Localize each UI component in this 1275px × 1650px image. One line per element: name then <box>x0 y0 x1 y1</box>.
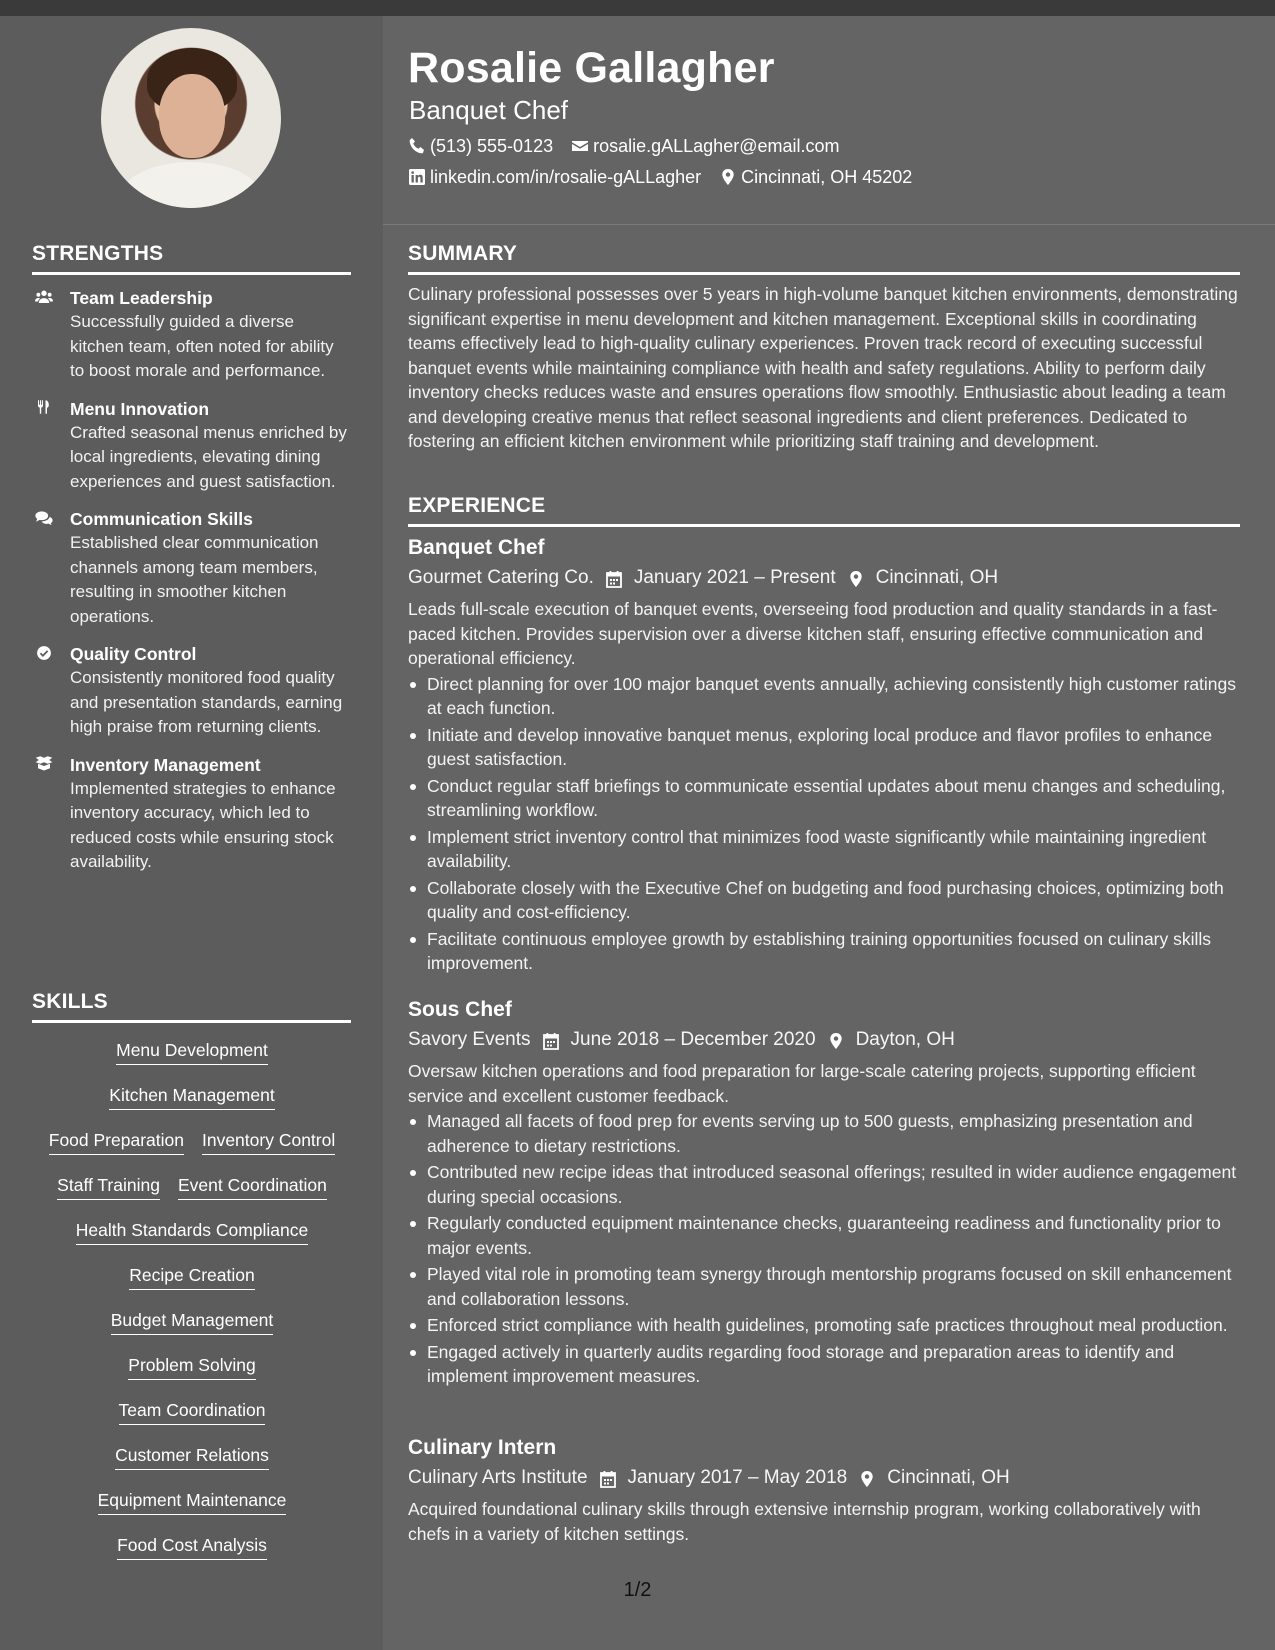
linkedin-text: linkedin.com/in/rosalie-gALLagher <box>430 167 702 187</box>
skills-heading: SKILLS <box>32 990 351 1023</box>
candidate-role: Banquet Chef <box>409 95 569 125</box>
job-bullets <box>408 1109 1240 1389</box>
job-entry <box>408 1433 1240 1546</box>
strength-title: Communication Skills <box>70 509 253 529</box>
strengths-heading: STRENGTHS <box>32 242 351 275</box>
job-entry <box>408 995 1240 1391</box>
strength-desc: Implemented strategies to enhance inventory accuracy, which led to reduced costs while ensuring stock availability. <box>70 778 336 871</box>
skill-tag: Food Preparation <box>49 1128 184 1155</box>
skill-tag: Menu Development <box>116 1038 268 1065</box>
job-dates: January 2017 – May 2018 <box>627 1467 848 1488</box>
bullet-item: Initiate and develop innovative banquet menus, exploring local produce and flavor profiles to enhance guest satisfaction. <box>408 723 1240 772</box>
skill-tag: Customer Relations <box>115 1443 269 1470</box>
skill-tag: Staff Training <box>57 1173 160 1200</box>
strength-item <box>32 642 352 740</box>
sidebar <box>0 16 383 1650</box>
summary-text: Culinary professional possesses over 5 years in high-volume banquet kitchen environments, demonstrating significant expertise in menu development and kitchen management. Exceptional skills in coordinating teams effectively lead to high-quality culinary experiences. Proven track record of executing successful banquet events while maintaining compliance with health and safety regulations. Ability to perform daily inventory checks reduces waste and ensures operations flow smoothly. Enthusiastic about leading a team and developing creative menus that reflect seasonal ingredients and client preferences. Dedicated to fostering an efficient kitchen environment while prioritizing staff training and development. <box>408 284 1238 451</box>
header-divider <box>383 224 1275 225</box>
bullet-item: Collaborate closely with the Executive Chef on budgeting and food purchasing choices, optimizing both quality and cost-efficiency. <box>408 876 1240 925</box>
job-location: Dayton, OH <box>855 1029 955 1050</box>
utensils-icon <box>32 398 56 418</box>
experience-heading: EXPERIENCE <box>408 494 1240 527</box>
check-circle-icon <box>32 643 56 663</box>
strength-item <box>32 286 352 384</box>
skill-tag: Equipment Maintenance <box>98 1488 287 1515</box>
calendar-icon <box>598 1463 618 1493</box>
email-item[interactable] <box>571 134 839 158</box>
job-entry <box>408 533 1240 978</box>
map-marker-icon <box>846 563 866 593</box>
calendar-icon <box>604 563 624 593</box>
job-meta <box>408 1463 1240 1493</box>
strength-item <box>32 753 352 875</box>
avatar <box>101 28 281 208</box>
bullet-item: Enforced strict compliance with health guidelines, promoting safe practices throughout meal production. <box>408 1313 1240 1338</box>
users-icon <box>32 287 56 307</box>
job-title: Culinary Intern <box>408 1436 557 1459</box>
candidate-name: Rosalie Gallagher <box>408 44 775 92</box>
map-marker-icon <box>719 165 737 189</box>
strength-title: Team Leadership <box>70 288 213 308</box>
bullet-item: Implement strict inventory control that minimizes food waste significantly while maintaining ingredient availability. <box>408 825 1240 874</box>
bullet-item: Managed all facets of food prep for events serving up to 500 guests, emphasizing presentation and adherence to dietary restrictions. <box>408 1109 1240 1158</box>
skill-tag: Recipe Creation <box>129 1263 254 1290</box>
bullet-item: Played vital role in promoting team synergy through mentorship programs focused on skill enhancement and collaboration lessons. <box>408 1262 1240 1311</box>
map-marker-icon <box>857 1463 877 1493</box>
bullet-item: Conduct regular staff briefings to communicate essential updates about menu changes and scheduling, streamlining workflow. <box>408 774 1240 823</box>
bullet-item: Direct planning for over 100 major banquet events annually, achieving consistently high customer ratings at each function. <box>408 672 1240 721</box>
bullet-item: Facilitate continuous employee growth by establishing training opportunities focused on culinary skills improvement. <box>408 927 1240 976</box>
contact-row-1 <box>408 134 840 158</box>
resume-page <box>0 16 1275 1650</box>
job-desc: Acquired foundational culinary skills through extensive internship program, working collaboratively with chefs in a variety of kitchen settings. <box>408 1499 1201 1544</box>
job-dates: January 2021 – Present <box>633 567 836 588</box>
phone-item[interactable] <box>408 134 553 158</box>
strength-desc: Successfully guided a diverse kitchen team, often noted for ability to boost morale and performance. <box>70 312 334 380</box>
viewer-top-bar <box>0 0 1275 16</box>
job-meta <box>408 563 1240 593</box>
job-desc: Leads full-scale execution of banquet events, overseeing food production and quality standards in a fast-paced kitchen. Provides supervision over a diverse kitchen staff, ensuring effective communication and operational efficiency. <box>408 599 1218 668</box>
skill-tag: Inventory Control <box>202 1128 335 1155</box>
skill-tag: Team Coordination <box>119 1398 266 1425</box>
job-title: Sous Chef <box>408 998 512 1021</box>
map-marker-icon <box>826 1025 846 1055</box>
email-text: rosalie.gALLagher@email.com <box>593 136 840 156</box>
strength-title: Quality Control <box>70 644 197 664</box>
phone-icon <box>408 134 426 158</box>
bullet-item: Regularly conducted equipment maintenance checks, guaranteeing readiness and functionality prior to major events. <box>408 1211 1240 1260</box>
job-location: Cincinnati, OH <box>887 1467 1010 1488</box>
skill-tag: Event Coordination <box>178 1173 327 1200</box>
skill-tag: Problem Solving <box>128 1353 255 1380</box>
job-title: Banquet Chef <box>408 536 545 559</box>
company-name: Gourmet Catering Co. <box>408 567 594 588</box>
job-meta <box>408 1025 1240 1055</box>
comments-icon <box>32 508 56 528</box>
job-location: Cincinnati, OH <box>875 567 999 588</box>
company-name: Culinary Arts Institute <box>408 1467 588 1488</box>
strength-title: Inventory Management <box>70 754 261 775</box>
location-text: Cincinnati, OH 45202 <box>741 167 913 187</box>
strength-desc: Established clear communication channels among team members, resulting in smoother kitchen operations. <box>70 533 319 626</box>
linkedin-icon <box>408 165 426 189</box>
bullet-item: Contributed new recipe ideas that introduced seasonal offerings; resulted in wider audience engagement during special occasions. <box>408 1160 1240 1209</box>
bullet-item: Engaged actively in quarterly audits regarding food storage and preparation areas to identify and implement improvement measures. <box>408 1340 1240 1389</box>
summary-heading: SUMMARY <box>408 242 1240 275</box>
location-item <box>719 165 912 189</box>
skill-tag: Food Cost Analysis <box>117 1533 267 1560</box>
skill-tag: Kitchen Management <box>109 1083 274 1110</box>
job-bullets <box>408 672 1240 976</box>
envelope-icon <box>571 134 589 158</box>
strength-item <box>32 507 352 629</box>
contact-row-2 <box>408 165 912 189</box>
job-desc: Oversaw kitchen operations and food preparation for large-scale catering projects, supporting efficient service and excellent customer feedback. <box>408 1061 1196 1106</box>
calendar-icon <box>541 1025 561 1055</box>
company-name: Savory Events <box>408 1029 531 1050</box>
linkedin-item[interactable] <box>408 165 701 189</box>
skill-tag: Health Standards Compliance <box>76 1218 309 1245</box>
strength-desc: Consistently monitored food quality and presentation standards, earning high praise from returning clients. <box>70 668 343 736</box>
phone-text: (513) 555-0123 <box>430 136 554 156</box>
strength-desc: Crafted seasonal menus enriched by local ingredients, elevating dining experiences and guest satisfaction. <box>70 422 347 491</box>
strengths-list <box>32 286 352 888</box>
job-dates: June 2018 – December 2020 <box>570 1029 816 1050</box>
boxes-icon <box>32 754 56 774</box>
strength-item <box>32 397 352 495</box>
skill-tag: Budget Management <box>111 1308 273 1335</box>
skills-list <box>32 1038 352 1578</box>
page-indicator: 1/2 <box>623 1579 652 1601</box>
strength-title: Menu Innovation <box>70 398 210 419</box>
